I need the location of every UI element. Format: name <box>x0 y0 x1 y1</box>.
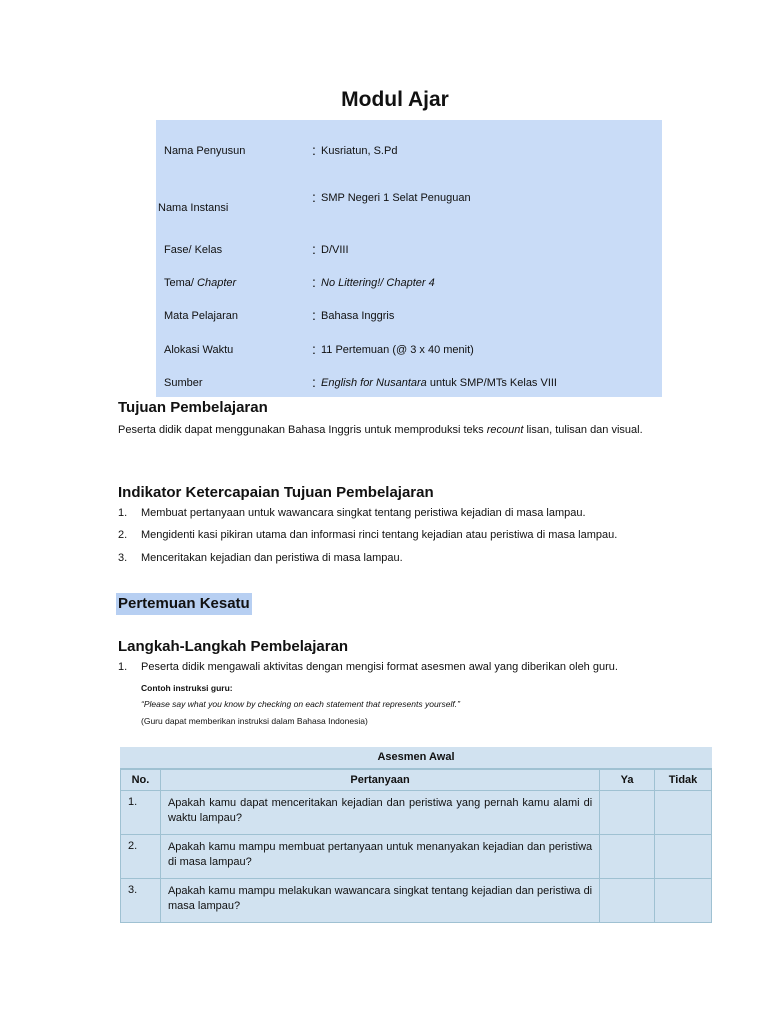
identity-label: Tema/ Chapter <box>164 277 237 289</box>
identity-colon: : <box>312 274 316 290</box>
row-ya-cell[interactable] <box>600 791 655 835</box>
identity-value: English for Nusantara untuk SMP/MTs Kelas VIII <box>321 377 557 389</box>
tujuan-text: Peserta didik dapat menggunakan Bahasa Inggris untuk memproduksi teks recount lisan, tulisan dan visual. <box>118 424 643 436</box>
langkah-heading: Langkah-Langkah Pembelajaran <box>118 638 349 655</box>
pertemuan-heading: Pertemuan Kesatu <box>116 593 252 615</box>
row-ya-cell[interactable] <box>600 879 655 923</box>
row-question: Apakah kamu dapat menceritakan kejadian dan peristiwa yang pernah kamu alami di waktu lampau? <box>160 791 599 835</box>
row-number: 2. <box>121 835 161 879</box>
row-question: Apakah kamu mampu melakukan wawancara singkat tentang kejadian dan peristiwa di masa lampau? <box>160 879 599 923</box>
row-number: 3. <box>121 879 161 923</box>
page-title: Modul Ajar <box>341 88 449 111</box>
identity-colon: : <box>312 341 316 357</box>
header-ya: Ya <box>600 770 655 791</box>
identity-colon: : <box>312 374 316 390</box>
identity-label: Alokasi Waktu <box>164 344 234 356</box>
table-header-row <box>121 770 712 791</box>
instruction-quote: “Please say what you know by checking on each statement that represents yourself.” <box>141 699 460 709</box>
identity-value: 11 Pertemuan (@ 3 x 40 menit) <box>321 344 474 356</box>
header-pertanyaan: Pertanyaan <box>160 770 599 791</box>
row-question: Apakah kamu mampu membuat pertanyaan untuk menanyakan kejadian dan peristiwa di masa lampau? <box>160 835 599 879</box>
identity-label: Nama Penyusun <box>164 145 246 157</box>
identity-value: Kusriatun, S.Pd <box>321 145 398 157</box>
indikator-heading: Indikator Ketercapaian Tujuan Pembelajaran <box>118 484 434 501</box>
identity-colon: : <box>312 241 316 257</box>
header-tidak: Tidak <box>655 770 712 791</box>
header-no: No. <box>121 770 161 791</box>
identity-box <box>156 120 662 397</box>
identity-value: Bahasa Inggris <box>321 310 395 322</box>
row-number: 1. <box>121 791 161 835</box>
identity-value: No Littering!/ Chapter 4 <box>321 277 435 289</box>
table-row <box>121 879 712 923</box>
row-tidak-cell[interactable] <box>655 879 712 923</box>
row-ya-cell[interactable] <box>600 835 655 879</box>
asesmen-table <box>120 747 712 923</box>
identity-label: Sumber <box>164 377 203 389</box>
table-row <box>121 835 712 879</box>
identity-label: Mata Pelajaran <box>164 310 238 322</box>
instruction-label: Contoh instruksi guru: <box>141 683 233 693</box>
asesmen-grid <box>120 769 712 923</box>
instruction-note: (Guru dapat memberikan instruksi dalam Bahasa Indonesia) <box>141 716 368 726</box>
identity-value: SMP Negeri 1 Selat Penuguan <box>321 192 471 204</box>
identity-colon: : <box>312 307 316 323</box>
table-row <box>121 791 712 835</box>
row-tidak-cell[interactable] <box>655 791 712 835</box>
tujuan-heading: Tujuan Pembelajaran <box>118 399 268 416</box>
identity-colon: : <box>312 142 316 158</box>
row-tidak-cell[interactable] <box>655 835 712 879</box>
identity-label: Nama Instansi <box>158 202 229 214</box>
table-caption: Asesmen Awal <box>120 747 712 769</box>
identity-label: Fase/ Kelas <box>164 244 223 256</box>
identity-colon: : <box>312 189 316 205</box>
identity-value: D/VIII <box>321 244 349 256</box>
